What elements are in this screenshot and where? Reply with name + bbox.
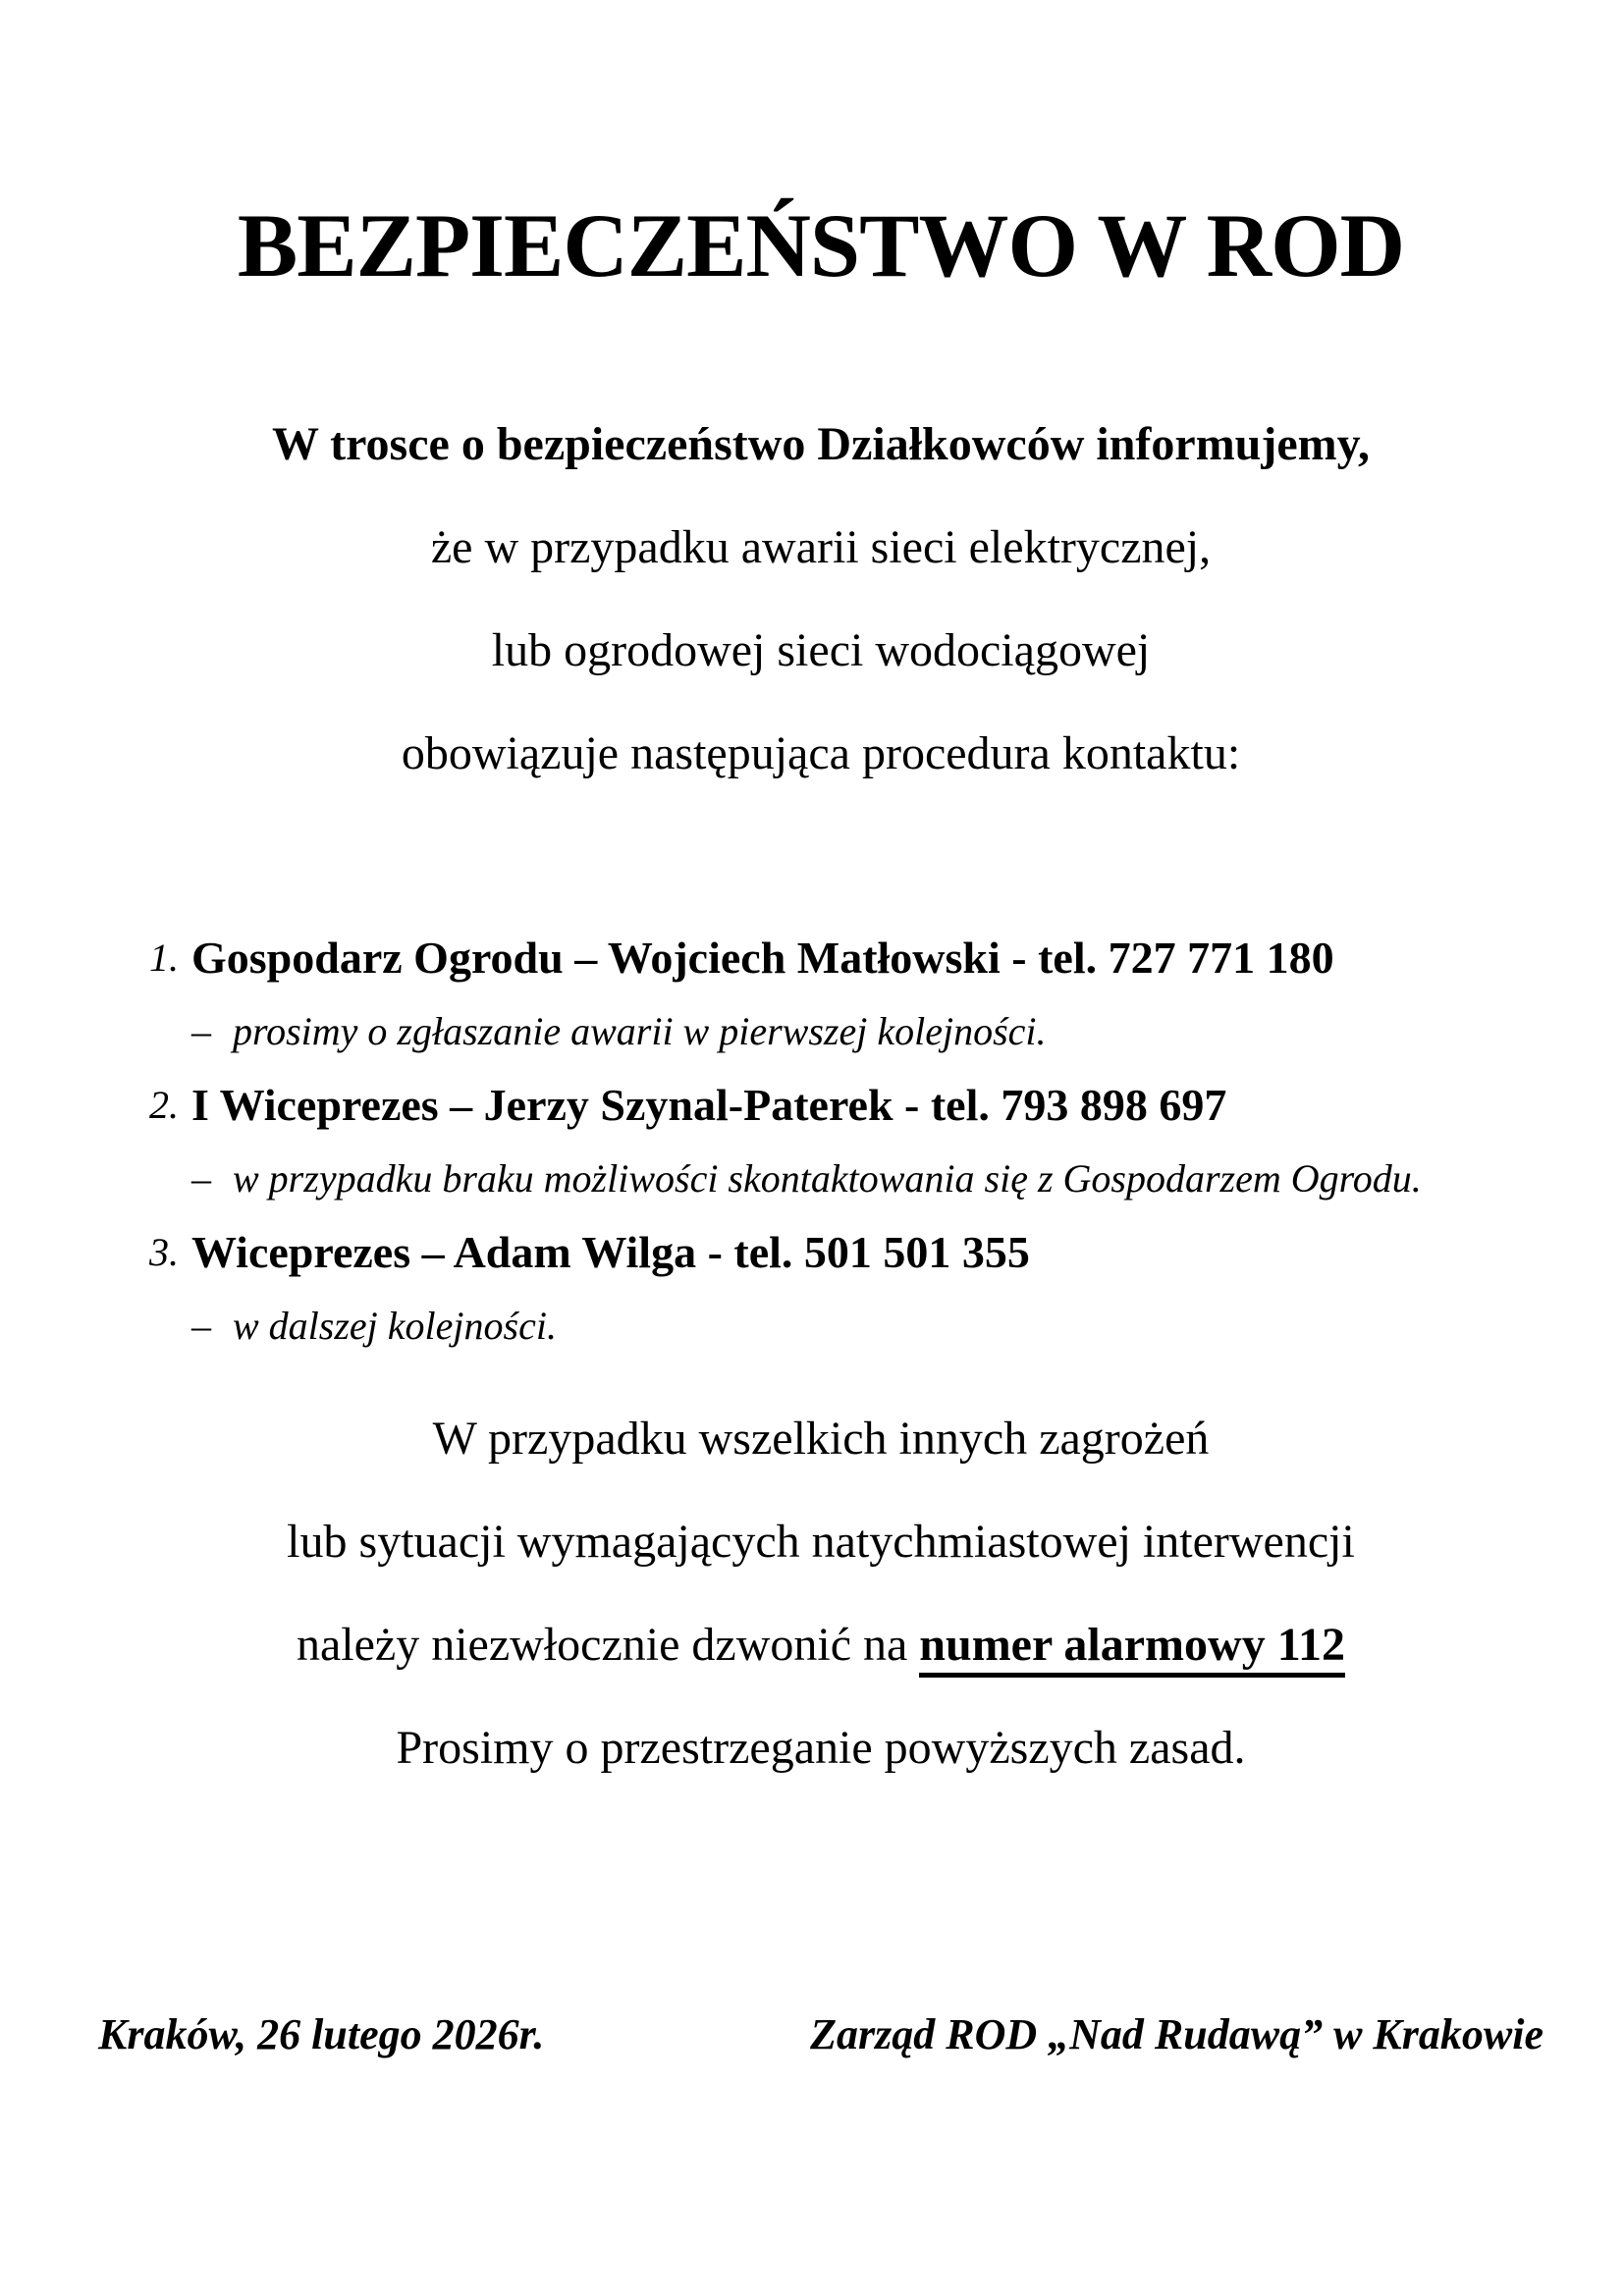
contact-main-line [98, 1212, 1543, 1293]
document-footer [98, 2010, 1543, 2059]
contact-item-gospodarz [98, 918, 1543, 1065]
intro-line: że w przypadku awarii sieci elektrycznej, [430, 521, 1212, 573]
contact-item-wiceprezes-1 [98, 1065, 1543, 1212]
footer-signature: Zarząd ROD „Nad Rudawą” w Krakowie [810, 2010, 1543, 2058]
alarm-prefix: należy niezwłocznie dzwonić na [296, 1619, 920, 1671]
contact-note [98, 998, 1543, 1065]
page-title: BEZPIECZEŃSTWO W ROD [237, 195, 1405, 295]
note-dash: – [191, 1156, 211, 1201]
note-text: w dalszej kolejności. [233, 1304, 557, 1348]
note-dash: – [191, 1009, 211, 1053]
intro-line: lub ogrodowej sieci wodociągowej [491, 624, 1151, 676]
outro-line: W przypadku wszelkich innych zagrożeń [432, 1413, 1210, 1465]
contact-item-wiceprezes-2 [98, 1212, 1543, 1360]
list-number: 2. [149, 1083, 179, 1127]
intro-line: W trosce o bezpieczeństwo Działkowców informujemy, [271, 418, 1370, 470]
contact-name-phone: Gospodarz Ogrodu – Wojciech Matłowski - tel. 727 771 180 [191, 933, 1334, 983]
outro-line: Prosimy o przestrzeganie powyższych zasad. [396, 1722, 1246, 1774]
note-dash: – [191, 1304, 211, 1348]
contact-main-line [98, 1065, 1543, 1146]
intro-line: obowiązuje następująca procedura kontaktu: [401, 727, 1241, 779]
intro-section [98, 393, 1543, 805]
contact-name-phone: I Wiceprezes – Jerzy Szynal-Paterek - tel. 793 898 697 [191, 1080, 1227, 1130]
list-number: 3. [149, 1230, 179, 1274]
outro-section [98, 1387, 1543, 1799]
outro-line-alarm [98, 1593, 1543, 1696]
note-text: w przypadku braku możliwości skontaktowania się z Gospodarzem Ogrodu. [233, 1156, 1422, 1201]
contact-note [98, 1146, 1543, 1212]
list-number: 1. [149, 935, 179, 980]
contact-list [98, 918, 1543, 1360]
footer-place-date: Kraków, 26 lutego 2026r. [98, 2010, 545, 2058]
contact-name-phone: Wiceprezes – Adam Wilga - tel. 501 501 355 [191, 1227, 1030, 1277]
contact-note [98, 1293, 1543, 1360]
alarm-number-112: numer alarmowy 112 [919, 1619, 1345, 1678]
outro-line: lub sytuacji wymagających natychmiastowej interwencji [287, 1516, 1355, 1568]
contact-main-line [98, 918, 1543, 998]
note-text: prosimy o zgłaszanie awarii w pierwszej kolejności. [233, 1009, 1047, 1053]
